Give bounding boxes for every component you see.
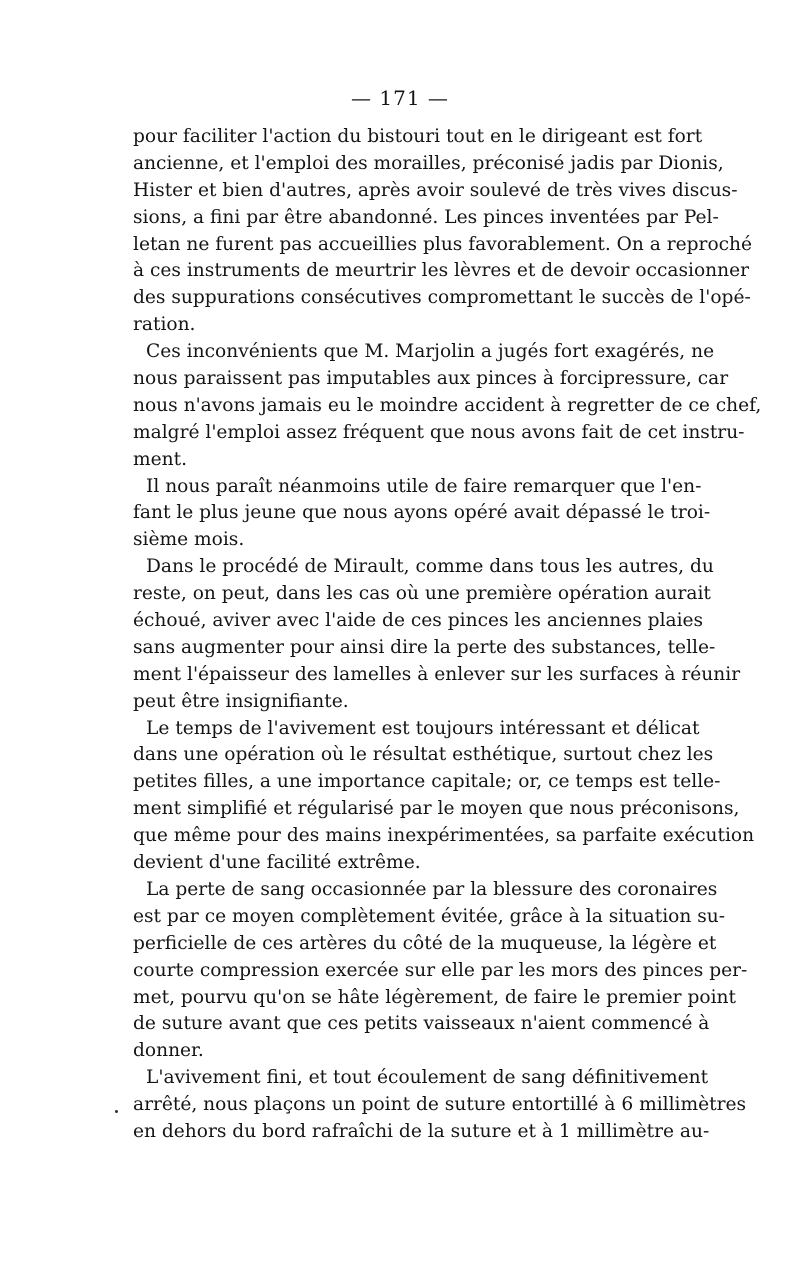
text-line: fant le plus jeune que nous ayons opéré avait dépassé le troi-	[133, 502, 711, 524]
text-line: met, pourvu qu'on se hâte légèrement, de faire le premier point	[133, 986, 736, 1008]
text-line: reste, on peut, dans les cas où une première opération aurait	[133, 583, 711, 605]
text-line: pour faciliter l'action du bistouri tout en le dirigeant est fort	[133, 126, 703, 147]
page-number: — 171 —	[351, 86, 449, 110]
text-line: des suppurations consécutives compromettant le succès de l'opé-	[133, 287, 751, 309]
text-line: La perte de sang occasionnée par la blessure des coronaires	[146, 878, 718, 900]
text-line: malgré l'emploi assez fréquent que nous avons fait de cet instru-	[133, 421, 745, 443]
text-line: Il nous paraît néanmoins utile de faire remarquer que l'en-	[146, 475, 702, 497]
text-line: ration.	[133, 314, 196, 336]
text-line: sions, a fini par être abandonné. Les pinces inventées par Pel-	[133, 206, 719, 228]
paragraph	[133, 877, 748, 1065]
text-line: ment l'épaisseur des lamelles à enlever sur les surfaces à réunir	[133, 663, 741, 685]
text-line: sième mois.	[133, 529, 245, 551]
text-line: donner.	[133, 1040, 204, 1062]
text-line: ment simplifié et régularisé par le moyen que nous préconisons,	[133, 798, 740, 820]
text-line: nous n'avons jamais eu le moindre accident à regretter de ce chef,	[133, 394, 762, 416]
text-line: en dehors du bord rafraîchi de la suture et à 1 millimètre au-	[133, 1120, 710, 1142]
text-line: dans une opération où le résultat esthétique, surtout chez les	[133, 744, 714, 766]
text-line: sans augmenter pour ainsi dire la perte des substances, telle-	[133, 636, 716, 658]
text-line: petites filles, a une importance capitale; or, ce temps est telle-	[133, 771, 721, 793]
text-line: ancienne, et l'emploi des morailles, préconisé jadis par Dionis,	[133, 152, 724, 174]
text-line: arrêté, nous plaçons un point de suture entortillé à 6 millimètres	[133, 1094, 747, 1116]
stray-ink-mark	[115, 1110, 118, 1113]
text-line: Dans le procédé de Mirault, comme dans tous les autres, du	[146, 556, 714, 578]
text-line: L'avivement fini, et tout écoulement de sang définitivement	[146, 1067, 709, 1089]
text-line: échoué, aviver avec l'aide de ces pinces les anciennes plaies	[133, 610, 704, 632]
paragraph	[133, 339, 762, 473]
text-line: Le temps de l'avivement est toujours intéressant et délicat	[146, 717, 700, 739]
text-line: nous paraissent pas imputables aux pinces à forcipressure, car	[133, 368, 729, 390]
text-line: letan ne furent pas accueillies plus favorablement. On a reproché	[133, 233, 753, 255]
text-line: devient d'une facilité extrême.	[133, 852, 421, 874]
paragraph	[133, 716, 755, 877]
paragraph	[133, 1065, 747, 1146]
paragraph	[133, 474, 711, 555]
paragraph	[133, 124, 753, 339]
text-line: Ces inconvénients que M. Marjolin a jugés fort exagérés, ne	[146, 341, 715, 363]
paragraph	[133, 554, 741, 715]
body-text	[133, 124, 762, 1146]
text-line: perficielle de ces artères du côté de la muqueuse, la légère et	[133, 932, 717, 954]
text-line: que même pour des mains inexpérimentées, sa parfaite exécution	[133, 825, 755, 847]
text-line: peut être insignifiante.	[133, 690, 349, 712]
text-line: est par ce moyen complètement évitée, grâce à la situation su-	[133, 905, 726, 927]
text-line: à ces instruments de meurtrir les lèvres et de devoir occasionner	[133, 260, 750, 282]
text-line: courte compression exercée sur elle par les mors des pinces per-	[133, 959, 748, 981]
text-line: de suture avant que ces petits vaisseaux n'aient commencé à	[133, 1013, 710, 1035]
text-line: Hister et bien d'autres, après avoir soulevé de très vives discus-	[133, 179, 738, 201]
text-line: ment.	[133, 448, 187, 470]
